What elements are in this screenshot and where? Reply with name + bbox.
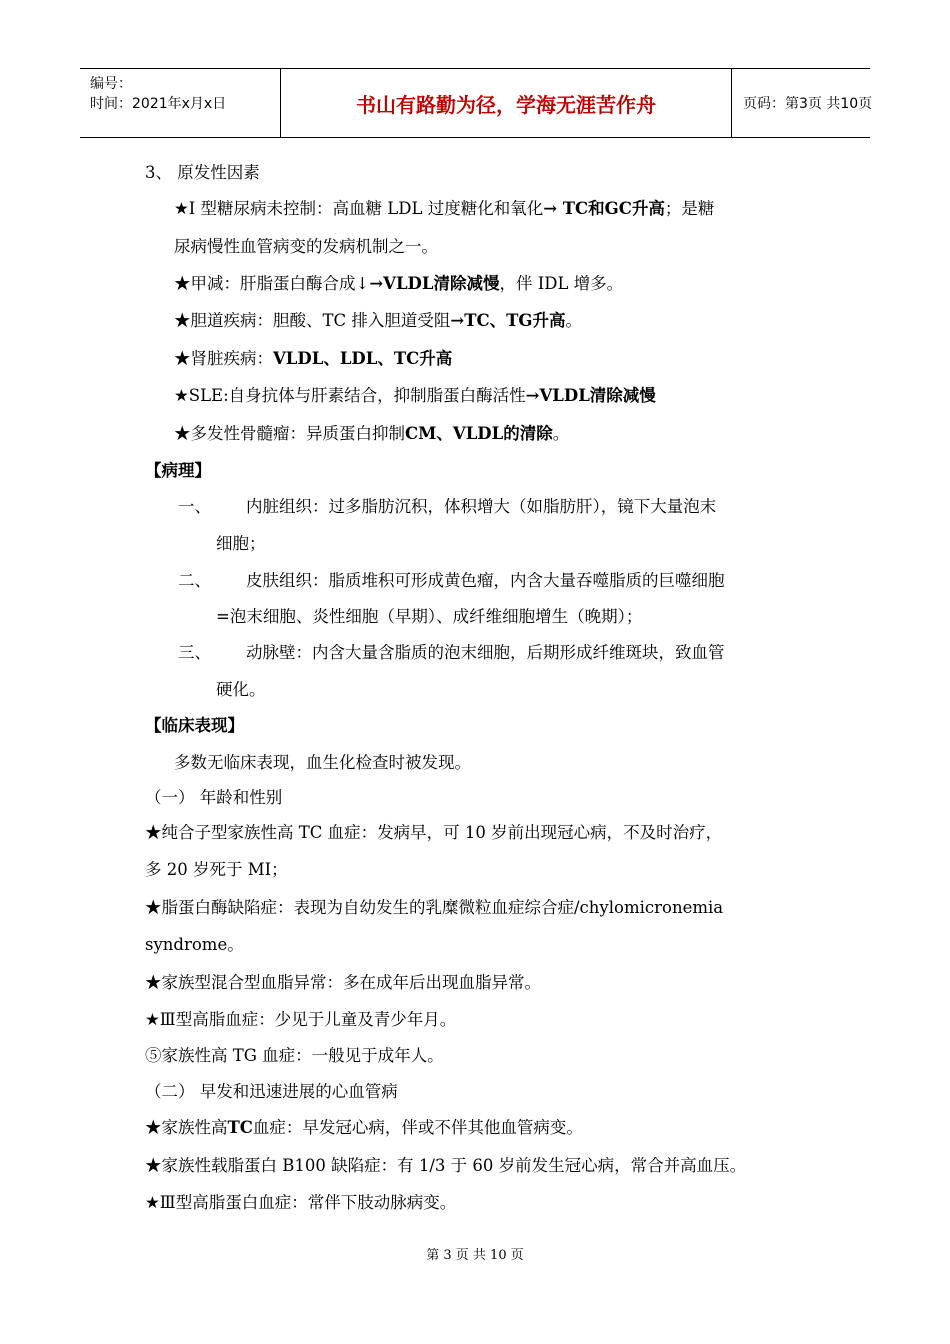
page-footer: 第 3 页 共 10 页 — [426, 1248, 524, 1263]
list-item: 皮肤组织：脂质堆积可形成黄色瘤，内含大量吞噬脂质的巨噬细胞 — [246, 571, 725, 590]
paragraph-line: 多 20 岁死于 MI； — [145, 860, 288, 879]
paragraph-line: ★甲减：肝脂蛋白酶合成↓→VLDL清除减慢，伴 IDL 增多。 — [174, 274, 624, 293]
subheading: （二） 早发和迅速进展的心血管病 — [145, 1082, 398, 1101]
page-header — [80, 68, 873, 138]
paragraph-line: ★纯合子型家族性高 TC 血症：发病早，可 10 岁前出现冠心病，不及时治疗， — [145, 823, 723, 842]
header-motto: 书山有路勤为径，学海无涯苦作舟 — [280, 69, 732, 137]
paragraph-line: ★肾脏疾病：VLDL、LDL、TC升高 — [174, 349, 453, 368]
paragraph-line: ★I 型糖尿病未控制：高血糖 LDL 过度糖化和氧化→ TC和GC升高；是糖 — [174, 199, 715, 218]
document-number: 编号： — [90, 76, 132, 92]
list-number: 一、 — [178, 497, 211, 516]
list-item: 细胞； — [216, 534, 266, 553]
header-page-number: 页码：第3页 共10页 — [743, 96, 873, 112]
paragraph-line: ★Ⅲ型高脂蛋白血症：常伴下肢动脉病变。 — [145, 1193, 457, 1212]
paragraph-line: ★家族型混合型血脂异常：多在成年后出现血脂异常。 — [145, 973, 541, 992]
list-item: 硬化。 — [216, 680, 266, 699]
list-item: =泡末细胞、炎性细胞（早期）、成纤维细胞增生（晚期）； — [216, 607, 643, 626]
paragraph-line: 尿病慢性血管病变的发病机制之一。 — [174, 237, 438, 256]
paragraph-line: ★多发性骨髓瘤：异质蛋白抑制CM、VLDL的清除。 — [174, 424, 570, 443]
paragraph-line: ★胆道疾病：胆酸、TC 排入胆道受阻→TC、TG升高。 — [174, 311, 582, 330]
document-date: 时间：2021年x月x日 — [90, 96, 227, 112]
paragraph-line: ★家族性高TC血症：早发冠心病，伴或不伴其他血管病变。 — [145, 1118, 583, 1137]
list-number: 二、 — [178, 571, 211, 590]
subheading: （一） 年龄和性别 — [145, 788, 283, 807]
paragraph-line: ★Ⅲ型高脂血症：少见于儿童及青少年月。 — [145, 1010, 457, 1029]
list-item: 动脉壁：内含大量含脂质的泡末细胞，后期形成纤维斑块，致血管 — [246, 643, 725, 662]
section-heading: 3、 原发性因素 — [145, 163, 260, 182]
paragraph-line: ★家族性载脂蛋白 B100 缺陷症：有 1/3 于 60 岁前发生冠心病，常合并高血压。 — [145, 1156, 747, 1175]
list-number: 三、 — [178, 643, 211, 662]
paragraph-line: syndrome。 — [145, 935, 244, 954]
paragraph-line: ⑤家族性高 TG 血症：一般见于成年人。 — [145, 1046, 444, 1065]
section-heading-pathology: 【病理】 — [145, 461, 211, 480]
paragraph-line: 多数无临床表现，血生化检查时被发现。 — [174, 753, 471, 772]
list-item: 内脏组织：过多脂肪沉积，体积增大（如脂肪肝），镜下大量泡末 — [246, 497, 717, 516]
paragraph-line: ★脂蛋白酶缺陷症：表现为自幼发生的乳糜微粒血症综合症/chylomicronemia — [145, 898, 724, 917]
section-heading-clinical: 【临床表现】 — [145, 716, 244, 735]
paragraph-line: ★SLE:自身抗体与肝素结合，抑制脂蛋白酶活性→VLDL清除减慢 — [174, 386, 656, 405]
header-meta — [80, 69, 280, 137]
